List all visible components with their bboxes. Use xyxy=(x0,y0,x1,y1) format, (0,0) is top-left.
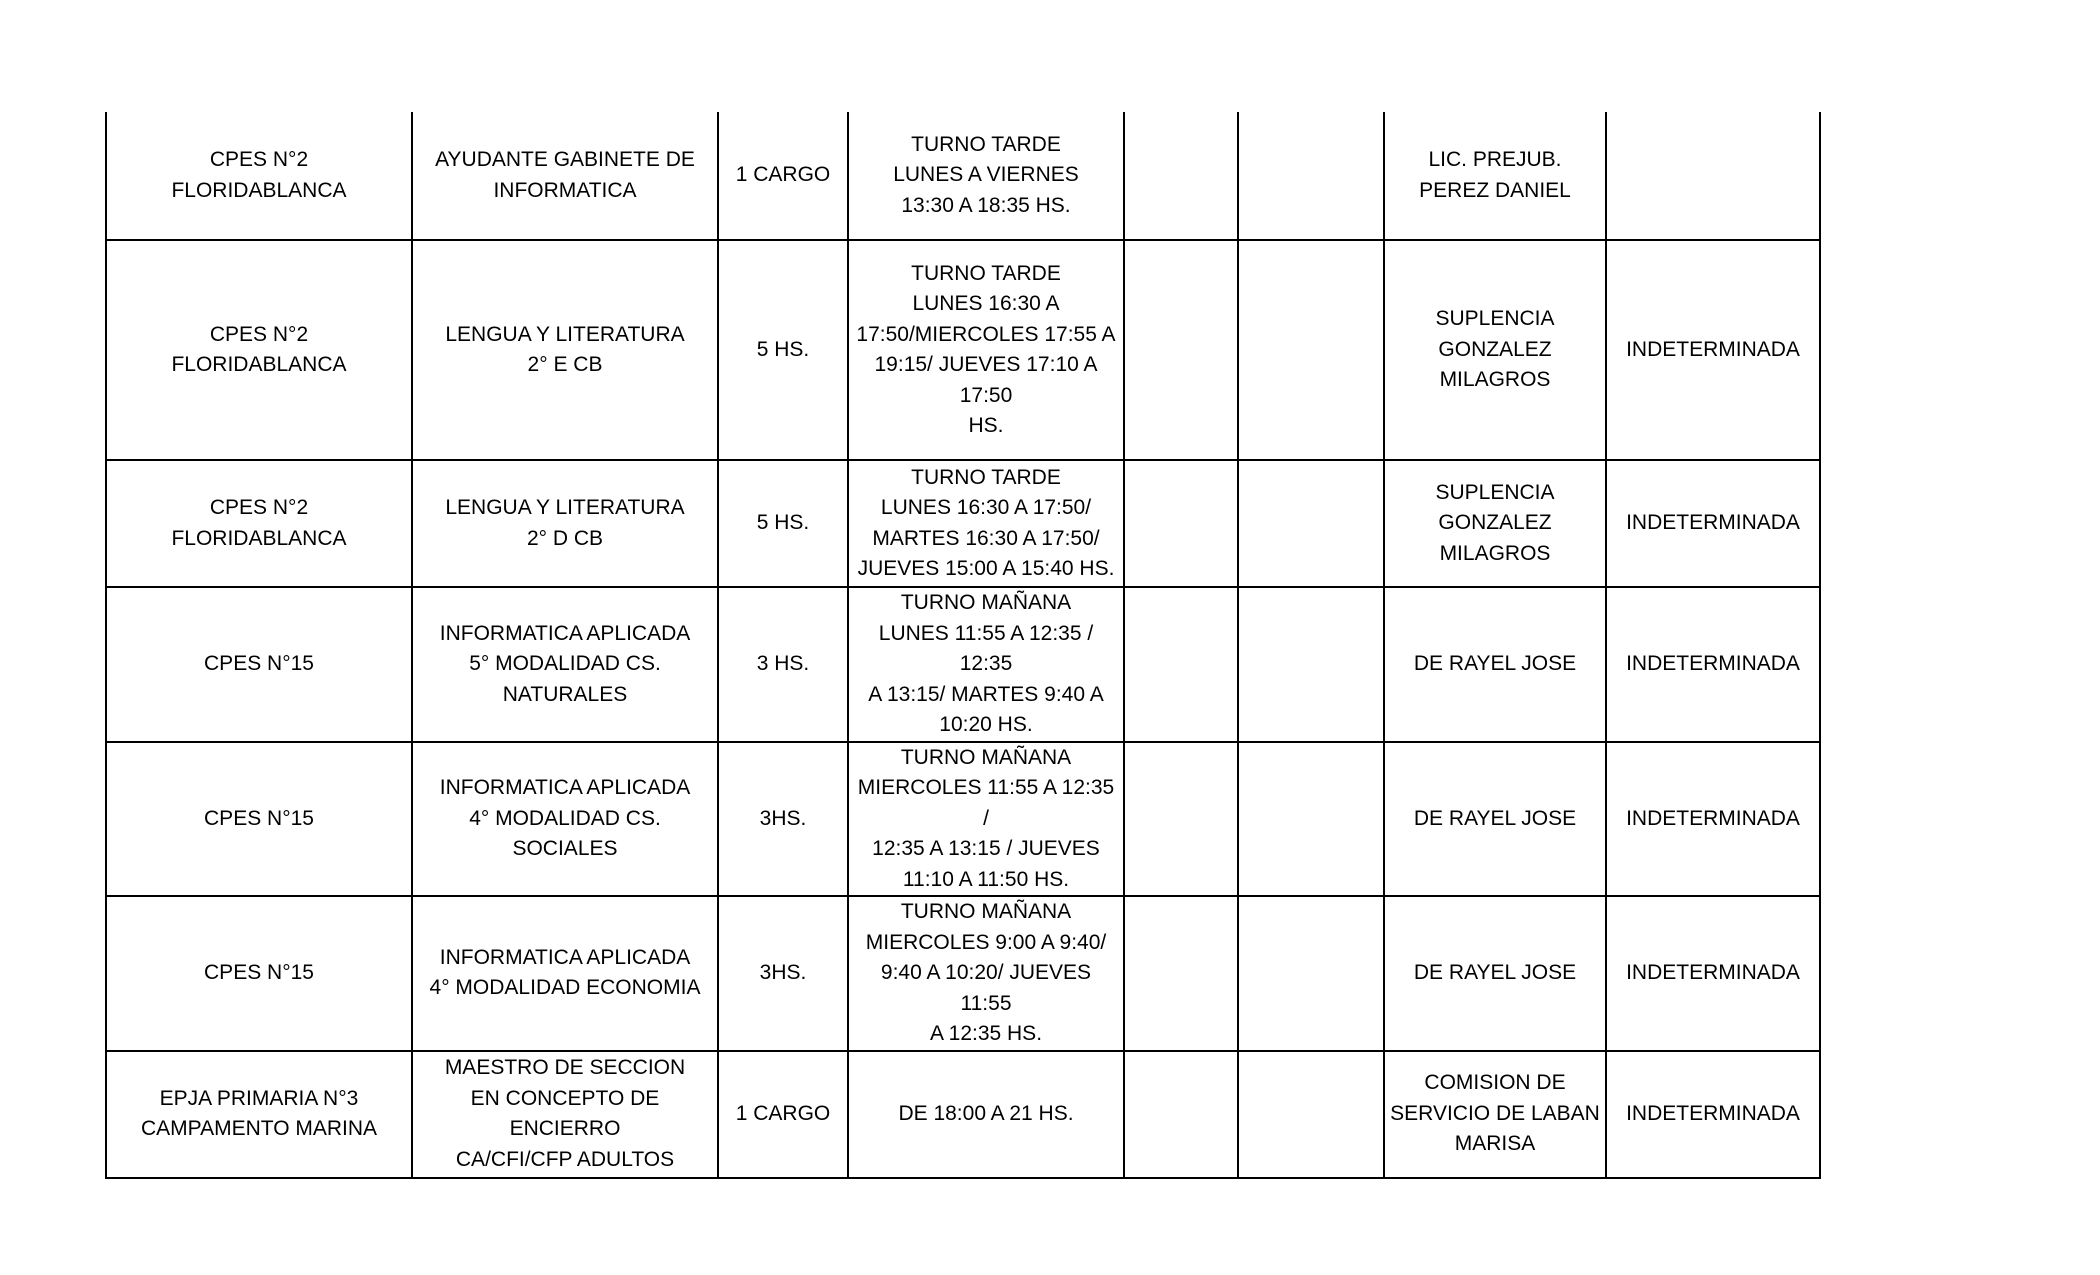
table-row xyxy=(106,742,1820,897)
subject-cell: MAESTRO DE SECCION EN CONCEPTO DE ENCIERRO CA/CFI/CFP ADULTOS xyxy=(412,1051,718,1178)
subject-cell: INFORMATICA APLICADA 5° MODALIDAD CS. NATURALES xyxy=(412,587,718,742)
empty-cell xyxy=(1238,896,1384,1051)
load-cell: 3HS. xyxy=(718,896,848,1051)
reason-cell: LIC. PREJUB. PEREZ DANIEL xyxy=(1384,112,1606,240)
table-row xyxy=(106,896,1820,1051)
empty-cell xyxy=(1124,742,1238,897)
duration-cell: INDETERMINADA xyxy=(1606,1051,1820,1178)
duration-cell: INDETERMINADA xyxy=(1606,896,1820,1051)
duration-cell xyxy=(1606,112,1820,240)
reason-cell: DE RAYEL JOSE xyxy=(1384,587,1606,742)
subject-cell: LENGUA Y LITERATURA 2° D CB xyxy=(412,460,718,587)
empty-cell xyxy=(1124,460,1238,587)
schedule-cell: TURNO TARDE LUNES A VIERNES 13:30 A 18:35 HS. xyxy=(848,112,1124,240)
duration-cell: INDETERMINADA xyxy=(1606,240,1820,460)
duration-cell: INDETERMINADA xyxy=(1606,587,1820,742)
school-cell: CPES N°2 FLORIDABLANCA xyxy=(106,112,412,240)
school-cell: CPES N°2 FLORIDABLANCA xyxy=(106,460,412,587)
load-cell: 1 CARGO xyxy=(718,1051,848,1178)
empty-cell xyxy=(1238,1051,1384,1178)
empty-cell xyxy=(1238,112,1384,240)
school-cell: EPJA PRIMARIA N°3 CAMPAMENTO MARINA xyxy=(106,1051,412,1178)
empty-cell xyxy=(1238,587,1384,742)
subject-cell: AYUDANTE GABINETE DE INFORMATICA xyxy=(412,112,718,240)
empty-cell xyxy=(1124,587,1238,742)
schedule-cell: TURNO MAÑANA LUNES 11:55 A 12:35 / 12:35 A 13:15/ MARTES 9:40 A 10:20 HS. xyxy=(848,587,1124,742)
schedule-cell: TURNO MAÑANA MIERCOLES 11:55 A 12:35 / 12:35 A 13:15 / JUEVES 11:10 A 11:50 HS. xyxy=(848,742,1124,897)
subject-cell: INFORMATICA APLICADA 4° MODALIDAD ECONOMIA xyxy=(412,896,718,1051)
empty-cell xyxy=(1238,742,1384,897)
duration-cell: INDETERMINADA xyxy=(1606,742,1820,897)
table-row xyxy=(106,240,1820,460)
reason-cell: SUPLENCIA GONZALEZ MILAGROS xyxy=(1384,460,1606,587)
empty-cell xyxy=(1124,112,1238,240)
subject-cell: INFORMATICA APLICADA 4° MODALIDAD CS. SOCIALES xyxy=(412,742,718,897)
school-cell: CPES N°15 xyxy=(106,742,412,897)
load-cell: 5 HS. xyxy=(718,240,848,460)
schedule-cell: TURNO MAÑANA MIERCOLES 9:00 A 9:40/ 9:40 A 10:20/ JUEVES 11:55 A 12:35 HS. xyxy=(848,896,1124,1051)
reason-cell: DE RAYEL JOSE xyxy=(1384,742,1606,897)
subject-cell: LENGUA Y LITERATURA 2° E CB xyxy=(412,240,718,460)
schedule-cell: TURNO TARDE LUNES 16:30 A 17:50/ MARTES 16:30 A 17:50/ JUEVES 15:00 A 15:40 HS. xyxy=(848,460,1124,587)
school-cell: CPES N°15 xyxy=(106,587,412,742)
empty-cell xyxy=(1238,460,1384,587)
empty-cell xyxy=(1124,896,1238,1051)
empty-cell xyxy=(1124,1051,1238,1178)
duration-cell: INDETERMINADA xyxy=(1606,460,1820,587)
table-row xyxy=(106,1051,1820,1178)
empty-cell xyxy=(1238,240,1384,460)
vacancies-table xyxy=(105,112,1821,1179)
reason-cell: DE RAYEL JOSE xyxy=(1384,896,1606,1051)
school-cell: CPES N°15 xyxy=(106,896,412,1051)
load-cell: 3 HS. xyxy=(718,587,848,742)
reason-cell: SUPLENCIA GONZALEZ MILAGROS xyxy=(1384,240,1606,460)
empty-cell xyxy=(1124,240,1238,460)
load-cell: 5 HS. xyxy=(718,460,848,587)
table-row xyxy=(106,460,1820,587)
reason-cell: COMISION DE SERVICIO DE LABAN MARISA xyxy=(1384,1051,1606,1178)
load-cell: 3HS. xyxy=(718,742,848,897)
schedule-cell: TURNO TARDE LUNES 16:30 A 17:50/MIERCOLES 17:55 A 19:15/ JUEVES 17:10 A 17:50 HS. xyxy=(848,240,1124,460)
school-cell: CPES N°2 FLORIDABLANCA xyxy=(106,240,412,460)
table-row xyxy=(106,112,1820,240)
table-row xyxy=(106,587,1820,742)
load-cell: 1 CARGO xyxy=(718,112,848,240)
schedule-cell: DE 18:00 A 21 HS. xyxy=(848,1051,1124,1178)
